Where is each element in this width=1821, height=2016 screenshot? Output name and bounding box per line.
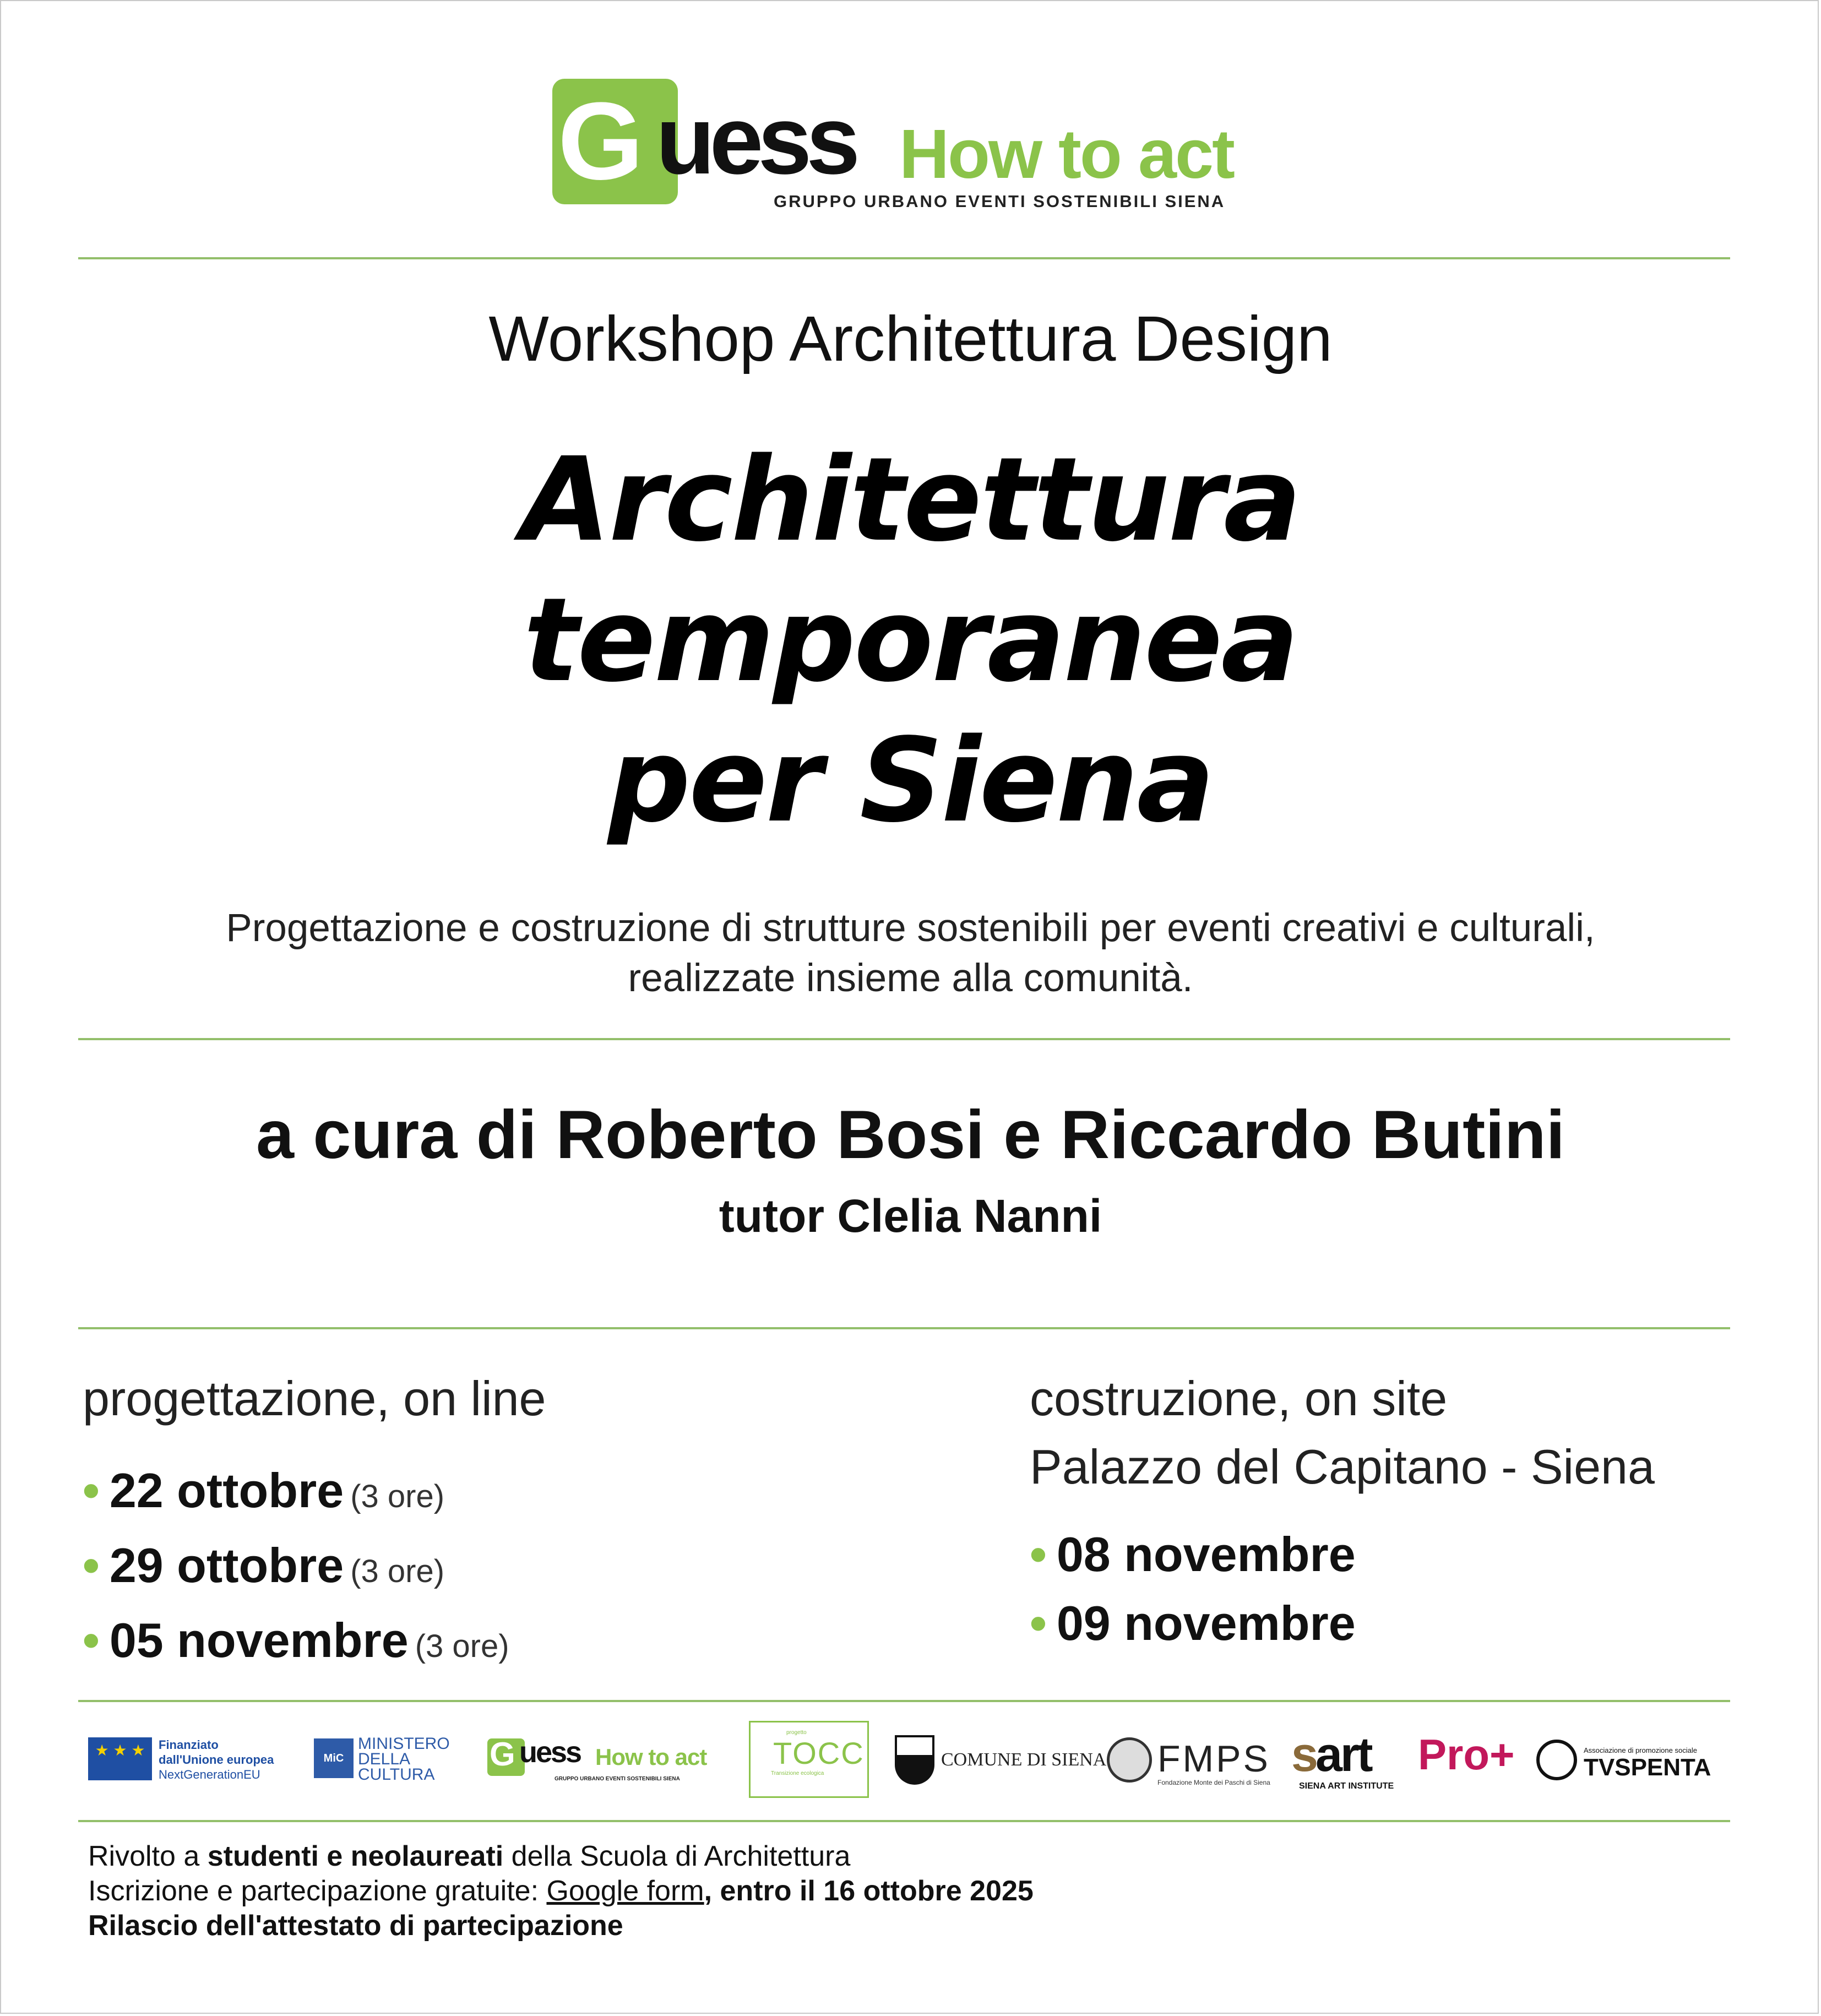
bullet-icon: •	[1030, 1527, 1047, 1582]
logo-letter-g: G	[490, 1736, 514, 1773]
sart-sub: SIENA ART INSTITUTE	[1299, 1781, 1394, 1791]
online-date-item	[83, 1531, 991, 1606]
partner-logos	[88, 1715, 1718, 1803]
date: 22 ottobre	[109, 1463, 344, 1518]
main-title	[0, 430, 1821, 851]
divider	[78, 257, 1730, 259]
divider	[78, 1700, 1730, 1702]
pro-name: Pro+	[1418, 1730, 1515, 1779]
tvspenta-small: Associazione di promozione sociale	[1584, 1746, 1697, 1754]
tocc-name: TOCC	[773, 1736, 865, 1770]
footer-text: Iscrizione e partecipazione gratuite:	[88, 1875, 547, 1907]
description-line: realizzate insieme alla comunità.	[628, 957, 1193, 1000]
sart-logo	[1291, 1715, 1412, 1803]
tocc-line: Transizione ecologica	[771, 1770, 824, 1776]
title-line: temporanea	[523, 573, 1298, 708]
eu-line: dall'Unione europea	[159, 1753, 274, 1767]
mic-line: MINISTERO	[358, 1735, 450, 1753]
onsite-date-list	[1030, 1520, 1746, 1658]
online-schedule	[83, 1365, 991, 1681]
logo-wordmark: uess	[656, 86, 855, 194]
bullet-icon: •	[83, 1538, 100, 1593]
onsite-heading: costruzione, on site	[1030, 1371, 1448, 1426]
date: 29 ottobre	[109, 1538, 344, 1593]
description	[0, 903, 1821, 1003]
logo-tagline: How to act	[899, 115, 1234, 193]
date: 09 novembre	[1056, 1596, 1356, 1650]
tocc-small-text: progetto	[786, 1730, 807, 1736]
authors: a cura di Roberto Bosi e Riccardo Butini	[256, 1097, 1565, 1173]
fmps-name: FMPS	[1157, 1738, 1270, 1780]
workshop-label: Workshop Architettura Design	[488, 303, 1333, 374]
divider	[78, 1327, 1730, 1329]
online-heading: progettazione, on line	[83, 1371, 546, 1426]
date: 05 novembre	[109, 1613, 409, 1667]
logo-subtitle: GRUPPO URBANO EVENTI SOSTENIBILI SIENA	[555, 1776, 680, 1782]
eu-line: NextGenerationEU	[159, 1768, 260, 1781]
sart-art: art	[1316, 1727, 1371, 1781]
divider	[78, 1038, 1730, 1040]
tutor: tutor Clelia Nanni	[719, 1190, 1102, 1242]
online-date-item	[83, 1456, 991, 1531]
comune-name: COMUNE DI SIENA	[941, 1749, 1107, 1770]
mic-text	[358, 1736, 450, 1783]
eu-line: Finanziato	[159, 1738, 219, 1752]
onsite-date-item	[1030, 1520, 1746, 1589]
title-line: Architettura	[521, 432, 1300, 567]
eu-text	[159, 1737, 274, 1782]
tocc-logo	[749, 1715, 876, 1803]
footer-text: della Scuola di Architettura	[503, 1840, 851, 1872]
logo-subtitle: GRUPPO URBANO EVENTI SOSTENIBILI SIENA	[774, 192, 1226, 211]
fmps-logo	[1107, 1715, 1289, 1803]
footer-info	[88, 1839, 1685, 1943]
footer-deadline: , entro il 16 ottobre 2025	[704, 1875, 1034, 1907]
bullet-icon: •	[83, 1613, 100, 1667]
online-date-item	[83, 1606, 991, 1681]
date-duration: (3 ore)	[415, 1628, 509, 1664]
mic-icon: MiC	[314, 1738, 354, 1778]
mic-logo	[314, 1715, 463, 1803]
logo-letter-g: G	[558, 80, 640, 203]
eu-stars: ★ ★ ★	[95, 1742, 145, 1759]
footer-text: Rivolto a	[88, 1840, 208, 1872]
footer-audience: studenti e neolaureati	[207, 1840, 504, 1872]
tvspenta-logo	[1536, 1715, 1718, 1803]
bullet-icon: •	[83, 1463, 100, 1518]
onsite-schedule	[1030, 1365, 1746, 1658]
title-line: per Siena	[607, 713, 1214, 848]
bullet-icon: •	[1030, 1596, 1047, 1650]
tv-icon	[1536, 1740, 1577, 1780]
pro-plus-logo	[1418, 1715, 1528, 1803]
comune-siena-logo	[895, 1715, 1107, 1803]
onsite-date-item	[1030, 1589, 1746, 1658]
logo-tagline: How to act	[595, 1744, 707, 1770]
tvspenta-name: TVSPENTA	[1584, 1754, 1711, 1781]
footer-line	[88, 1874, 1685, 1909]
date-duration: (3 ore)	[350, 1479, 445, 1514]
online-date-list	[83, 1456, 991, 1681]
date: 08 novembre	[1056, 1527, 1356, 1582]
guess-small-logo	[487, 1715, 724, 1803]
description-line: Progettazione e costruzione di strutture sostenibili per eventi creativi e culturali,	[226, 906, 1595, 950]
sart-s: s	[1291, 1727, 1318, 1781]
mic-line: CULTURA	[358, 1765, 435, 1784]
footer-certificate: Rilascio dell'attestato di partecipazione	[88, 1910, 623, 1942]
footer-line	[88, 1839, 1685, 1874]
google-form-link[interactable]: Google form	[546, 1875, 704, 1907]
mic-line: DELLA	[358, 1750, 411, 1768]
fmps-sub: Fondazione Monte dei Paschi di Siena	[1157, 1779, 1270, 1786]
logo-wordmark: uess	[519, 1736, 581, 1769]
divider	[78, 1820, 1730, 1822]
seal-icon	[1107, 1737, 1152, 1783]
eu-logo	[88, 1715, 297, 1803]
onsite-location: Palazzo del Capitano - Siena	[1030, 1439, 1655, 1494]
shield-top	[895, 1735, 934, 1757]
date-duration: (3 ore)	[350, 1553, 445, 1589]
guess-logo	[552, 79, 1268, 216]
